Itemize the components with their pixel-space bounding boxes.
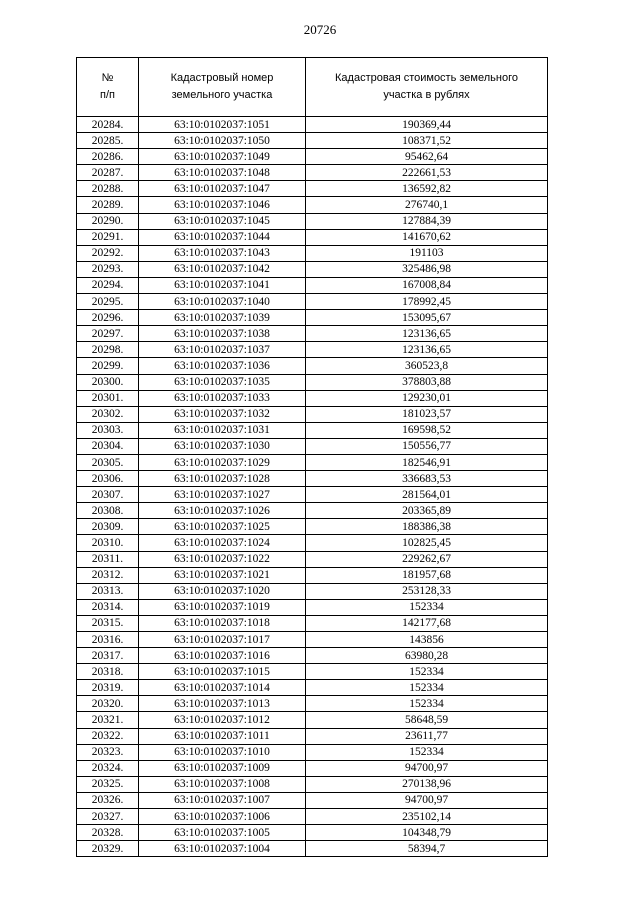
row-number: 20306. <box>77 471 139 487</box>
cadastral-number: 63:10:0102037:1025 <box>139 519 306 535</box>
cadastral-value: 336683,53 <box>306 471 548 487</box>
row-number: 20308. <box>77 503 139 519</box>
cadastral-value: 167008,84 <box>306 277 548 293</box>
cadastral-value: 94700,97 <box>306 760 548 776</box>
cadastral-value: 23611,77 <box>306 728 548 744</box>
row-number: 20291. <box>77 229 139 245</box>
cadastral-number: 63:10:0102037:1027 <box>139 487 306 503</box>
cadastral-number: 63:10:0102037:1007 <box>139 792 306 808</box>
cadastral-value: 94700,97 <box>306 792 548 808</box>
row-number: 20289. <box>77 197 139 213</box>
cadastral-value: 281564,01 <box>306 487 548 503</box>
cadastral-number: 63:10:0102037:1046 <box>139 197 306 213</box>
cadastral-value: 143856 <box>306 632 548 648</box>
cadastral-value-table <box>76 57 548 857</box>
row-number: 20285. <box>77 133 139 149</box>
table-row <box>77 760 548 776</box>
row-number: 20298. <box>77 342 139 358</box>
cadastral-number: 63:10:0102037:1024 <box>139 535 306 551</box>
table-row <box>77 664 548 680</box>
cadastral-number: 63:10:0102037:1043 <box>139 245 306 261</box>
cadastral-value: 270138,96 <box>306 776 548 792</box>
cadastral-number: 63:10:0102037:1028 <box>139 471 306 487</box>
header-number-line-2: п/п <box>100 89 115 101</box>
cadastral-value: 152334 <box>306 744 548 760</box>
row-number: 20304. <box>77 438 139 454</box>
table-header <box>77 58 548 117</box>
cadastral-number: 63:10:0102037:1030 <box>139 438 306 454</box>
row-number: 20320. <box>77 696 139 712</box>
row-number: 20312. <box>77 567 139 583</box>
table-row <box>77 294 548 310</box>
table-body <box>77 117 548 857</box>
table-row <box>77 487 548 503</box>
row-number: 20313. <box>77 583 139 599</box>
row-number: 20321. <box>77 712 139 728</box>
table-row <box>77 825 548 841</box>
cadastral-value: 169598,52 <box>306 422 548 438</box>
row-number: 20327. <box>77 809 139 825</box>
row-number: 20324. <box>77 760 139 776</box>
table-row <box>77 471 548 487</box>
cadastral-number: 63:10:0102037:1048 <box>139 165 306 181</box>
table-row <box>77 358 548 374</box>
cadastral-value: 152334 <box>306 664 548 680</box>
cadastral-value: 276740,1 <box>306 197 548 213</box>
cadastral-number: 63:10:0102037:1018 <box>139 615 306 631</box>
table-row <box>77 213 548 229</box>
cadastral-value: 152334 <box>306 599 548 615</box>
cadastral-value: 127884,39 <box>306 213 548 229</box>
row-number: 20284. <box>77 117 139 133</box>
table-row <box>77 551 548 567</box>
row-number: 20325. <box>77 776 139 792</box>
row-number: 20292. <box>77 245 139 261</box>
cadastral-number: 63:10:0102037:1033 <box>139 390 306 406</box>
cadastral-value: 108371,52 <box>306 133 548 149</box>
header-cadastral-line-1: Кадастровый номер <box>170 72 274 84</box>
row-number: 20311. <box>77 551 139 567</box>
cadastral-value: 95462,64 <box>306 149 548 165</box>
table-row <box>77 567 548 583</box>
table-row <box>77 696 548 712</box>
table-row <box>77 117 548 133</box>
table-row <box>77 599 548 615</box>
table-row <box>77 712 548 728</box>
table-row <box>77 374 548 390</box>
table-row <box>77 342 548 358</box>
cadastral-value: 178992,45 <box>306 294 548 310</box>
cadastral-number: 63:10:0102037:1029 <box>139 454 306 470</box>
table-row <box>77 728 548 744</box>
cadastral-value: 153095,67 <box>306 310 548 326</box>
header-value-line-1: Кадастровая стоимость земельного <box>335 72 518 84</box>
row-number: 20294. <box>77 277 139 293</box>
header-cadastral-value <box>306 58 548 117</box>
table-row <box>77 583 548 599</box>
row-number: 20309. <box>77 519 139 535</box>
table-row <box>77 390 548 406</box>
table-row <box>77 149 548 165</box>
header-number <box>77 58 139 117</box>
cadastral-value: 104348,79 <box>306 825 548 841</box>
table-row <box>77 680 548 696</box>
table-row <box>77 165 548 181</box>
cadastral-value: 63980,28 <box>306 648 548 664</box>
cadastral-value: 190369,44 <box>306 117 548 133</box>
row-number: 20310. <box>77 535 139 551</box>
row-number: 20293. <box>77 261 139 277</box>
cadastral-number: 63:10:0102037:1022 <box>139 551 306 567</box>
cadastral-number: 63:10:0102037:1032 <box>139 406 306 422</box>
row-number: 20328. <box>77 825 139 841</box>
header-cadastral-line-2: земельного участка <box>171 89 273 101</box>
row-number: 20316. <box>77 632 139 648</box>
cadastral-value: 181023,57 <box>306 406 548 422</box>
row-number: 20295. <box>77 294 139 310</box>
cadastral-number: 63:10:0102037:1012 <box>139 712 306 728</box>
cadastral-number: 63:10:0102037:1031 <box>139 422 306 438</box>
header-number-line-1: № <box>101 72 114 84</box>
table-row <box>77 261 548 277</box>
table-row <box>77 615 548 631</box>
table-row <box>77 229 548 245</box>
row-number: 20317. <box>77 648 139 664</box>
cadastral-number: 63:10:0102037:1020 <box>139 583 306 599</box>
cadastral-number: 63:10:0102037:1010 <box>139 744 306 760</box>
table-row <box>77 326 548 342</box>
cadastral-number: 63:10:0102037:1036 <box>139 358 306 374</box>
cadastral-value: 360523,8 <box>306 358 548 374</box>
table-row <box>77 648 548 664</box>
row-number: 20305. <box>77 454 139 470</box>
table-row <box>77 776 548 792</box>
cadastral-value: 123136,65 <box>306 326 548 342</box>
table-row <box>77 406 548 422</box>
cadastral-number: 63:10:0102037:1050 <box>139 133 306 149</box>
cadastral-number: 63:10:0102037:1011 <box>139 728 306 744</box>
cadastral-number: 63:10:0102037:1021 <box>139 567 306 583</box>
row-number: 20323. <box>77 744 139 760</box>
cadastral-number: 63:10:0102037:1015 <box>139 664 306 680</box>
cadastral-value: 188386,38 <box>306 519 548 535</box>
cadastral-number: 63:10:0102037:1014 <box>139 680 306 696</box>
cadastral-value: 141670,62 <box>306 229 548 245</box>
cadastral-value: 378803,88 <box>306 374 548 390</box>
row-number: 20300. <box>77 374 139 390</box>
table-row <box>77 632 548 648</box>
row-number: 20329. <box>77 841 139 857</box>
cadastral-number: 63:10:0102037:1042 <box>139 261 306 277</box>
table-row <box>77 277 548 293</box>
cadastral-number: 63:10:0102037:1016 <box>139 648 306 664</box>
header-cadastral-number <box>139 58 306 117</box>
cadastral-value: 129230,01 <box>306 390 548 406</box>
row-number: 20314. <box>77 599 139 615</box>
row-number: 20288. <box>77 181 139 197</box>
row-number: 20303. <box>77 422 139 438</box>
row-number: 20322. <box>77 728 139 744</box>
cadastral-number: 63:10:0102037:1019 <box>139 599 306 615</box>
row-number: 20302. <box>77 406 139 422</box>
cadastral-number: 63:10:0102037:1004 <box>139 841 306 857</box>
cadastral-value: 58648,59 <box>306 712 548 728</box>
cadastral-number: 63:10:0102037:1035 <box>139 374 306 390</box>
cadastral-value: 203365,89 <box>306 503 548 519</box>
cadastral-number: 63:10:0102037:1038 <box>139 326 306 342</box>
row-number: 20299. <box>77 358 139 374</box>
table-row <box>77 519 548 535</box>
table-row <box>77 535 548 551</box>
cadastral-number: 63:10:0102037:1008 <box>139 776 306 792</box>
cadastral-value: 152334 <box>306 680 548 696</box>
cadastral-number: 63:10:0102037:1009 <box>139 760 306 776</box>
row-number: 20290. <box>77 213 139 229</box>
row-number: 20301. <box>77 390 139 406</box>
row-number: 20296. <box>77 310 139 326</box>
table-row <box>77 245 548 261</box>
cadastral-number: 63:10:0102037:1026 <box>139 503 306 519</box>
page-number: 20726 <box>303 22 337 37</box>
row-number: 20287. <box>77 165 139 181</box>
cadastral-value: 102825,45 <box>306 535 548 551</box>
header-row <box>77 58 548 117</box>
table-row <box>77 841 548 857</box>
table-row <box>77 197 548 213</box>
cadastral-value: 123136,65 <box>306 342 548 358</box>
table-row <box>77 310 548 326</box>
cadastral-value: 181957,68 <box>306 567 548 583</box>
cadastral-number: 63:10:0102037:1045 <box>139 213 306 229</box>
cadastral-number: 63:10:0102037:1041 <box>139 277 306 293</box>
cadastral-number: 63:10:0102037:1017 <box>139 632 306 648</box>
cadastral-value: 58394,7 <box>306 841 548 857</box>
table-row <box>77 181 548 197</box>
table-row <box>77 422 548 438</box>
row-number: 20297. <box>77 326 139 342</box>
table-row <box>77 454 548 470</box>
cadastral-number: 63:10:0102037:1013 <box>139 696 306 712</box>
cadastral-value: 182546,91 <box>306 454 548 470</box>
cadastral-number: 63:10:0102037:1039 <box>139 310 306 326</box>
cadastral-value: 235102,14 <box>306 809 548 825</box>
cadastral-number: 63:10:0102037:1037 <box>139 342 306 358</box>
cadastral-number: 63:10:0102037:1040 <box>139 294 306 310</box>
cadastral-value: 325486,98 <box>306 261 548 277</box>
cadastral-number: 63:10:0102037:1005 <box>139 825 306 841</box>
cadastral-number: 63:10:0102037:1006 <box>139 809 306 825</box>
row-number: 20326. <box>77 792 139 808</box>
row-number: 20286. <box>77 149 139 165</box>
table-row <box>77 133 548 149</box>
row-number: 20315. <box>77 615 139 631</box>
table-row <box>77 792 548 808</box>
cadastral-number: 63:10:0102037:1051 <box>139 117 306 133</box>
table-row <box>77 438 548 454</box>
cadastral-number: 63:10:0102037:1047 <box>139 181 306 197</box>
cadastral-number: 63:10:0102037:1044 <box>139 229 306 245</box>
row-number: 20307. <box>77 487 139 503</box>
cadastral-value: 136592,82 <box>306 181 548 197</box>
cadastral-value: 229262,67 <box>306 551 548 567</box>
header-value-line-2: участка в рублях <box>383 89 470 101</box>
table-row <box>77 744 548 760</box>
cadastral-value: 191103 <box>306 245 548 261</box>
row-number: 20318. <box>77 664 139 680</box>
cadastral-value: 222661,53 <box>306 165 548 181</box>
table-row <box>77 809 548 825</box>
cadastral-value: 142177,68 <box>306 615 548 631</box>
cadastral-number: 63:10:0102037:1049 <box>139 149 306 165</box>
row-number: 20319. <box>77 680 139 696</box>
cadastral-value: 253128,33 <box>306 583 548 599</box>
cadastral-value: 150556,77 <box>306 438 548 454</box>
cadastral-value: 152334 <box>306 696 548 712</box>
table-row <box>77 503 548 519</box>
